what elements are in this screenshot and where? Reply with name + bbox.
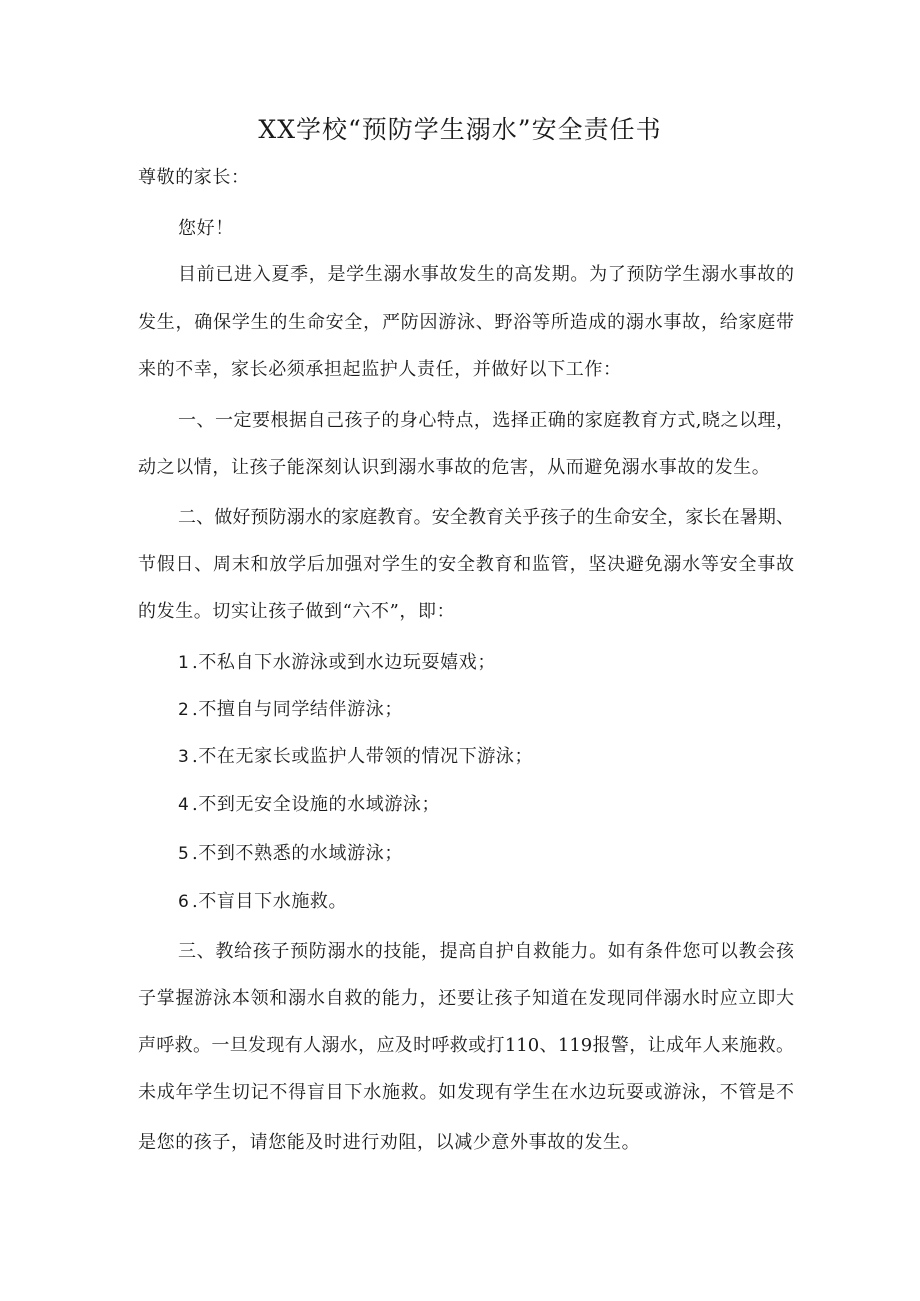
section3-line-3: 声呼救。一旦发现有人溺水，应及时呼救或打110、119报警，让成年人来施救。 xyxy=(138,1035,794,1056)
section2-line-3: 的发生。切实让孩子做到“六不”，即： xyxy=(138,601,456,622)
section3-line-2: 子掌握游泳本领和溺水自救的能力，还要让孩子知道在发现同伴溺水时应立即大 xyxy=(138,988,794,1009)
rule-text: .不到不熟悉的水域游泳； xyxy=(192,843,403,864)
rule-number: 6 xyxy=(178,892,190,912)
section3-line-1: 三、教给孩子预防溺水的技能，提高自护自救能力。如有条件您可以教会孩 xyxy=(178,941,794,962)
rule-text: .不在无家长或监护人带领的情况下游泳； xyxy=(192,746,534,767)
section2-line-2: 节假日、周末和放学后加强对学生的安全教育和监管，坚决避免溺水等安全事故 xyxy=(138,554,794,575)
intro-line-2: 发生，确保学生的生命安全，严防因游泳、野浴等所造成的溺水事故，给家庭带 xyxy=(138,312,794,333)
rule-item-2 xyxy=(178,697,403,723)
rule-text: .不擅自与同学结伴游泳； xyxy=(192,699,403,720)
rule-item-6 xyxy=(178,889,347,915)
rule-item-4 xyxy=(178,792,440,818)
section1-line-2: 动之以情，让孩子能深刻认识到溺水事故的危害，从而避免溺水事故的发生。 xyxy=(138,457,771,478)
rule-item-5 xyxy=(178,841,403,867)
rule-item-1 xyxy=(178,650,496,676)
intro-line-1: 目前已进入夏季，是学生溺水事故发生的高发期。为了预防学生溺水事故的 xyxy=(178,264,794,285)
rule-number: 1 xyxy=(178,653,190,673)
intro-line-3: 来的不幸，家长必须承担起监护人责任，并做好以下工作： xyxy=(138,359,622,380)
rule-text: .不到无安全设施的水域游泳； xyxy=(192,794,441,815)
salutation: 尊敬的家长： xyxy=(138,167,250,188)
rule-number: 4 xyxy=(178,795,190,815)
rule-number: 5 xyxy=(178,844,190,864)
section3-line-4: 未成年学生切记不得盲目下水施救。如发现有学生在水边玩耍或游泳，不管是不 xyxy=(138,1082,794,1103)
section2-line-1: 二、做好预防溺水的家庭教育。安全教育关乎孩子的生命安全，家长在暑期、 xyxy=(178,507,794,528)
section1-line-1: 一、一定要根据自己孩子的身心特点，选择正确的家庭教育方式,晓之以理， xyxy=(178,410,794,431)
greeting: 您好！ xyxy=(178,218,234,239)
rule-number: 2 xyxy=(178,700,190,720)
rule-number: 3 xyxy=(178,747,190,767)
rule-item-3 xyxy=(178,744,533,770)
rule-text: .不私自下水游泳或到水边玩耍嬉戏； xyxy=(192,652,496,673)
rule-text: .不盲目下水施救。 xyxy=(192,891,348,912)
document-title: XX学校“预防学生溺水”安全责任书 xyxy=(258,115,662,144)
section3-line-5: 是您的孩子，请您能及时进行劝阻，以减少意外事故的发生。 xyxy=(138,1132,641,1153)
